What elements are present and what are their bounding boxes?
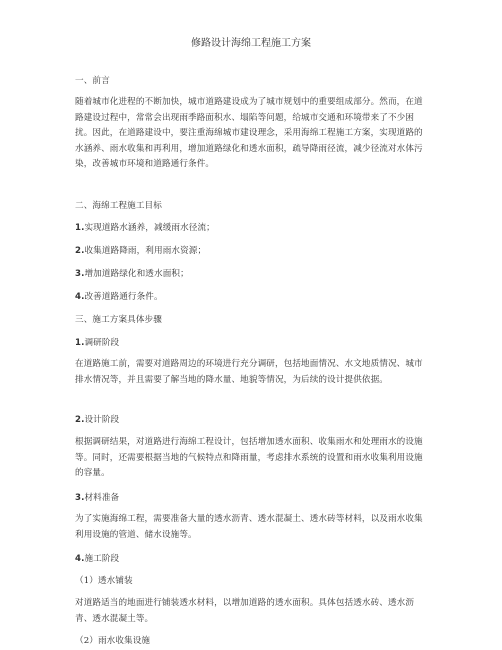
goal-item-3 [75, 267, 427, 283]
step-title: 设计阶段 [84, 415, 120, 425]
step-number: 2. [75, 415, 85, 425]
step-3-paragraph: 为了实施海绵工程，需要准备大量的透水沥青、透水混凝土、透水砖等材料，以及雨水收集利用设施的管道、储水设施等。 [75, 514, 423, 540]
step-title: 材料准备 [84, 493, 120, 503]
substep-label-1: （1）透水铺装 [75, 576, 133, 586]
step-number: 1. [75, 338, 85, 348]
step-number: 3. [75, 493, 85, 503]
step-heading-2 [75, 413, 427, 429]
step-1-paragraph: 在道路施工前，需要对道路周边的环境进行充分调研，包括地面情况、水文地质情况、城市排水情况等，并且需要了解当地的降水量、地貌等情况，为后续的设计提供依据。 [75, 359, 423, 385]
step-heading-3 [75, 491, 427, 507]
goal-number: 3. [75, 269, 85, 279]
goal-item-4 [75, 290, 427, 306]
step-heading-1 [75, 336, 427, 352]
section-heading-goals: 二、海绵工程施工目标 [75, 201, 162, 211]
preface-paragraph: 随着城市化进程的不断加快，城市道路建设成为了城市规划中的重要组成部分。然而，在道路建设过程中，常常会出现雨季路面积水、塌陷等问题，给城市交通和环境带来了不少困扰。因此，在道路建设中，要注重海绵城市建设理念，采用海绵工程施工方案，实现道路的水涵养、雨水收集和再利用，增加道路绿化和透水面积，疏导降雨径流，减少径流对水体污染，改善城市环境和道路通行条件。 [75, 97, 423, 169]
step-2-paragraph: 根据调研结果，对道路进行海绵工程设计，包括增加透水面积、收集雨水和处理雨水的设施等。同时，还需要根据当地的气候特点和降雨量，考虑排水系统的设置和雨水收集利用设施的容量。 [75, 437, 423, 478]
substep-1-paragraph: 对道路适当的地面进行铺装透水材料，以增加道路的透水面积。具体包括透水砖、透水沥青、透水混凝土等。 [75, 598, 415, 624]
goal-text: 收集道路降雨，利用雨水资源； [84, 246, 207, 256]
goal-text: 增加道路绿化和透水面积； [84, 269, 189, 279]
step-number: 4. [75, 554, 85, 564]
goal-item-2 [75, 244, 427, 260]
step-title: 调研阶段 [84, 338, 120, 348]
goal-text: 实现道路水涵养，减缓雨水径流； [84, 223, 215, 233]
goal-item-1 [75, 221, 427, 237]
goal-text: 改善道路通行条件。 [84, 292, 163, 302]
step-heading-4 [75, 552, 427, 568]
section-heading-preface: 一、前言 [75, 76, 110, 86]
substep-label-2: （2）雨水收集设施 [75, 636, 151, 646]
goal-number: 2. [75, 246, 85, 256]
goal-number: 1. [75, 223, 85, 233]
step-title: 施工阶段 [84, 554, 120, 564]
section-heading-steps: 三、施工方案具体步骤 [75, 315, 162, 325]
goal-number: 4. [75, 292, 85, 302]
document-title: 修路设计海绵工程施工方案 [191, 38, 311, 49]
